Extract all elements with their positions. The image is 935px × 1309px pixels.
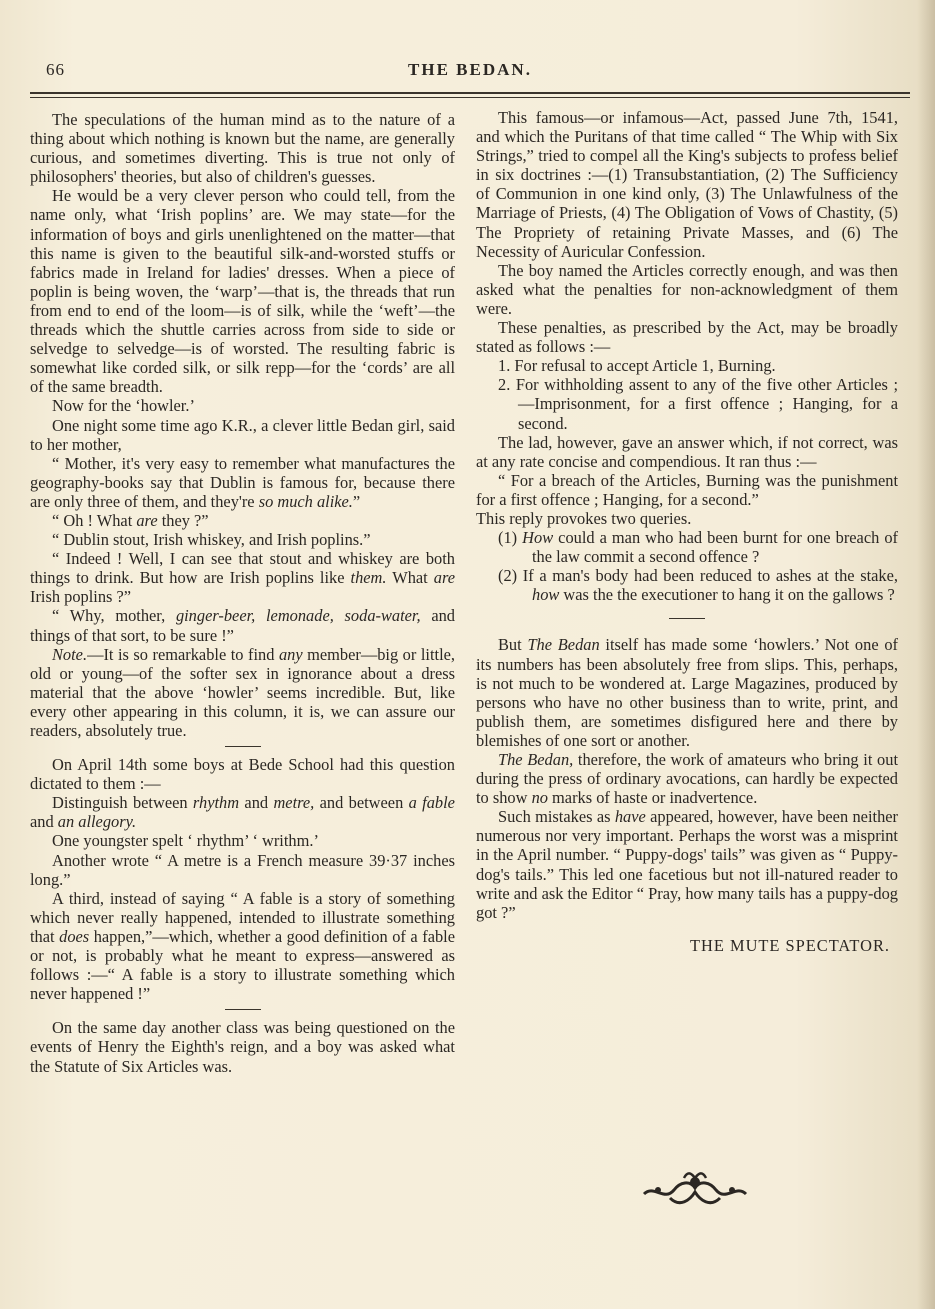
header-rule-thick bbox=[30, 92, 910, 94]
paragraph: The lad, however, gave an answer which, if not correct, was at any rate concise and compendious. It ran thus :— bbox=[476, 432, 898, 471]
section-divider bbox=[225, 746, 261, 747]
list-item: (1) How could a man who had been burnt for one breach of the law commit a second offence ? bbox=[498, 528, 898, 567]
section-divider bbox=[669, 618, 705, 619]
paragraph: Such mistakes as have appeared, however, have been neither numerous nor very important. Perhaps the worst was a misprint in the April number. “ Puppy-dogs' tails” was given as “ Puppy-dog's tails.” This led one facetious but not ill-natured reader to write and ask the Editor “ Pray, how many tails has a puppy-dog got ?” bbox=[476, 807, 898, 922]
right-column bbox=[476, 108, 898, 955]
paragraph: This reply provokes two queries. bbox=[476, 508, 692, 528]
paragraph: But The Bedan itself has made some ‘howlers.’ Not one of its numbers has been absolutely free from slips. This, perhaps, is not much to be wondered at. Large Magazines, produced by persons who have no other business than to write, print, and publish them, are sometimes disfigured here and there by blemishes of one sort or another. bbox=[476, 635, 898, 750]
paragraph: “ Mother, it's very easy to remember what manufactures the geography-books say that Dublin is famous for, because there are only three of them, and they're so much alike.” bbox=[30, 453, 455, 511]
paragraph: On April 14th some boys at Bede School had this question dictated to them :— bbox=[30, 755, 455, 794]
paragraph: The Bedan, therefore, the work of amateurs who bring it out during the press of ordinary avocations, can hardly be expected to show no marks of haste or inadvertence. bbox=[476, 750, 899, 808]
paragraph: On the same day another class was being questioned on the events of Henry the Eighth's reign, and a boy was asked what the Statute of Six Articles was. bbox=[30, 1018, 455, 1076]
page-header bbox=[30, 60, 910, 82]
paragraph: “ Dublin stout, Irish whiskey, and Irish poplins.” bbox=[52, 530, 371, 550]
paragraph: “ Why, mother, ginger-beer, lemonade, soda-water, and things of that sort, to be sure !” bbox=[30, 606, 455, 645]
paragraph: Distinguish between rhythm and metre, and between a fable and an allegory. bbox=[30, 793, 455, 832]
paragraph: “ For a breach of the Articles, Burning was the punishment for a first offence ; Hanging, for a second.” bbox=[476, 470, 898, 509]
paragraph: This famous—or infamous—Act, passed June 7th, 1541, and which the Puritans of that time called “ The Whip with Six Strings,” tried to compel all the King's subjects to profess belief in six doctrines :—(1) Transubstantiation, (2) The Sufficiency of Communion in one kind only, (3) The Unlawfulness of the Marriage of Priests, (4) The Obligation of Vows of Chastity, (5) The Propriety of retaining Private Masses, and (6) The Necessity of Auricular Confession. bbox=[476, 108, 898, 261]
paragraph: These penalties, as prescribed by the Act, may be broadly stated as follows :— bbox=[476, 318, 898, 357]
paragraph: “ Indeed ! Well, I can see that stout and whiskey are both things to drink. But how are Irish poplins like them. What are Irish poplins ?” bbox=[30, 549, 455, 607]
signature: THE MUTE SPECTATOR. bbox=[690, 935, 890, 955]
ornament-icon bbox=[640, 1168, 750, 1210]
section-divider bbox=[225, 1009, 261, 1010]
page-edge-shadow bbox=[917, 0, 935, 1309]
paragraph: The speculations of the human mind as to the nature of a thing about which nothing is known but the name, are generally curious, and sometimes diverting. This is true not only of philosophers' theories, but also of children's guesses. bbox=[30, 110, 455, 187]
list-item: 1. For refusal to accept Article 1, Burning. bbox=[498, 356, 776, 376]
page-number: 66 bbox=[46, 60, 65, 79]
left-column bbox=[30, 110, 455, 1076]
paragraph: One night some time ago K.R., a clever little Bedan girl, said to her mother, bbox=[30, 415, 455, 454]
paragraph: One youngster spelt ‘ rhythm’ ‘ writhm.’ bbox=[52, 831, 319, 851]
paragraph: Another wrote “ A metre is a French measure 39·37 inches long.” bbox=[30, 850, 455, 889]
header-rule-thin bbox=[30, 97, 910, 98]
paragraph: The boy named the Articles correctly enough, and was then asked what the penalties for non-acknowledgment of them were. bbox=[476, 260, 898, 318]
paragraph: He would be a very clever person who could tell, from the name only, what ‘Irish poplins’ are. We may state—for the information of boys and girls unenlightened on the matter—that this name is given to the beautiful silk-and-worsted stuffs or fabrics made in Ireland for ladies' dresses. When a piece of poplin is being woven, the ‘warp’—that is, the threads that run from end to end of the loom—is of silk, while the ‘weft’—the threads which the shuttle carries across from side to side or selvedge to selvedge—is of worsted. The resulting fabric is somewhat like corded silk, or silk repp—for the ‘cords’ are all of the same breadth. bbox=[30, 186, 455, 397]
list-item: 2. For withholding assent to any of the five other Articles ;—Imprisonment, for a first offence ; Hanging, for a second. bbox=[498, 375, 898, 433]
list-item: (2) If a man's body had been reduced to ashes at the stake, how was the the executioner to hang it on the gallows ? bbox=[498, 566, 898, 605]
running-head: THE BEDAN. bbox=[408, 60, 532, 79]
note-paragraph: Note.—It is so remarkable to find any member—big or little, old or young—of the softer sex in ignorance about a dress material that the above ‘howler’ seems incredible. But, like every other appearing in this column, it is, we can assure our readers, absolutely true. bbox=[30, 644, 455, 740]
paragraph: Now for the ‘howler.’ bbox=[52, 396, 195, 416]
paragraph: “ Oh ! What are they ?” bbox=[52, 510, 209, 530]
paragraph: A third, instead of saying “ A fable is a story of something which never really happened, intended to illustrate something that does happen,”—which, whether a good definition of a fable or not, is probably what he meant to express—answered as follows :—“ A fable is a story to illustrate something which never happened !” bbox=[30, 888, 455, 1004]
